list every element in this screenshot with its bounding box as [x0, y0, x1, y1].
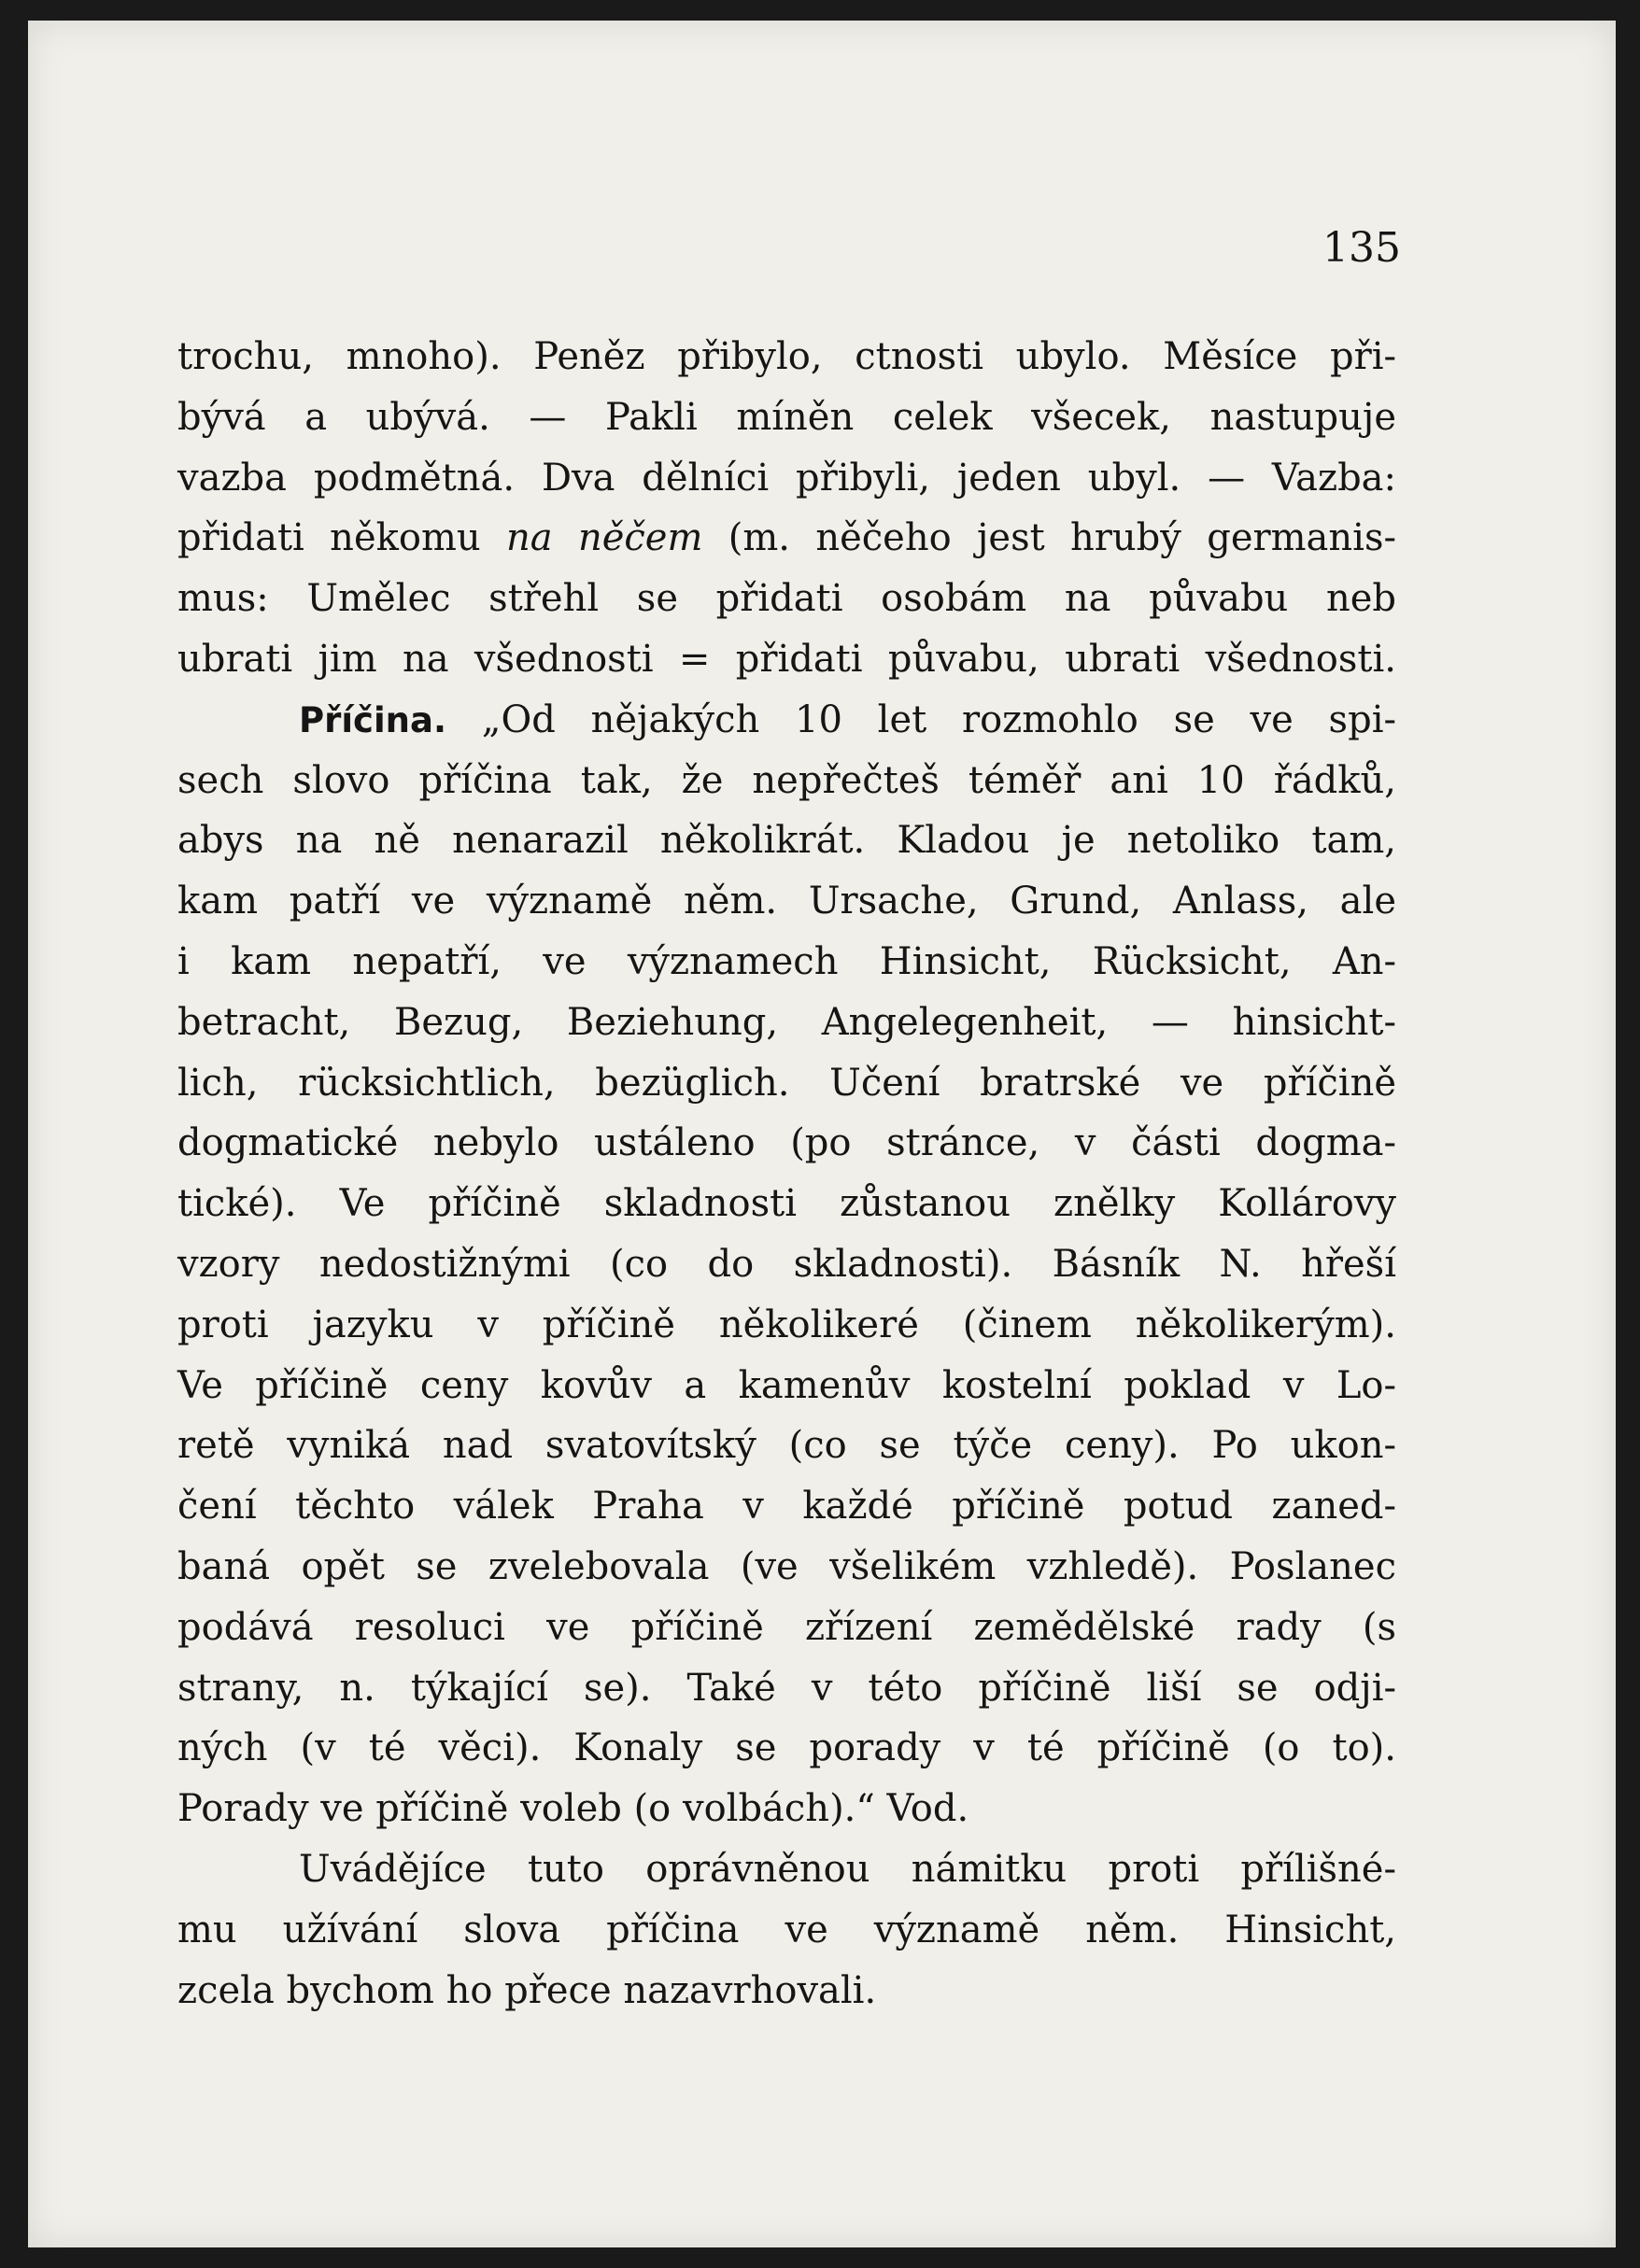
- text-line: sech slovo příčina tak, že nepřečteš téměř ani 10 řádků,: [177, 758, 1396, 802]
- text-line: čení těchto válek Praha v každé příčině potud zaned-: [177, 1485, 1396, 1528]
- text-segment: „Od nějakých 10 let rozmohlo se ve spi-: [446, 697, 1396, 741]
- text-line: tické). Ve příčině skladnosti zůstanou znělky Kollárovy: [177, 1182, 1396, 1226]
- text-line: mu užívání slova příčina ve významě něm. Hinsicht,: [177, 1908, 1396, 1951]
- text-line: bývá a ubývá. — Pakli míněn celek všecek, nastupuje: [177, 395, 1396, 439]
- book-page: [28, 21, 1616, 2247]
- text-line: [177, 508, 1396, 569]
- italic-phrase: na něčem: [505, 516, 703, 560]
- text-line: Uvádějíce tuto oprávněnou námitku proti přílišné-: [299, 1847, 1396, 1891]
- text-line: ubrati jim na všednosti = přidati půvabu, ubrati všednosti.: [177, 637, 1396, 681]
- text-line: betracht, Bezug, Beziehung, Angelegenheit, — hinsicht-: [177, 1000, 1396, 1044]
- text-line: zcela bychom ho přece nazavrhovali.: [177, 1968, 877, 2012]
- text-line: Ve příčině ceny kovův a kamenův kostelní poklad v Lo-: [177, 1363, 1396, 1407]
- text-line: mus: Umělec střehl se přidati osobám na půvabu neb: [177, 577, 1396, 621]
- text-segment: (m. něčeho jest hrubý germanis-: [702, 516, 1396, 560]
- page-number: 135: [1322, 224, 1401, 272]
- text-line: vazba podmětná. Dva dělníci přibyli, jeden ubyl. — Vazba:: [177, 456, 1396, 500]
- text-line: i kam nepatří, ve významech Hinsicht, Rücksicht, An-: [177, 939, 1396, 983]
- text-line: proti jazyku v příčině několikeré (činem několikerým).: [177, 1303, 1396, 1346]
- text-line: baná opět se zvelebovala (ve všelikém vzhledě). Poslanec: [177, 1544, 1396, 1588]
- text-line: kam patří ve významě něm. Ursache, Grund, Anlass, ale: [177, 880, 1396, 923]
- text-segment: přidati někomu: [177, 516, 506, 560]
- text-line: retě vyniká nad svatovítský (co se týče ceny). Po ukon-: [177, 1424, 1396, 1468]
- text-line: abys na ně nenarazil několikrát. Kladou je netoliko tam,: [177, 819, 1396, 863]
- text-line: ných (v té věci). Konaly se porady v té příčině (o to).: [177, 1726, 1396, 1770]
- text-line: lich, rücksichtlich, bezüglich. Učení bratrské ve příčině: [177, 1061, 1396, 1105]
- text-line: podává resoluci ve příčině zřízení zemědělské rady (s: [177, 1605, 1396, 1649]
- text-line: vzory nedostižnými (co do skladnosti). Básník N. hřeší: [177, 1242, 1396, 1286]
- text-line: [177, 690, 1396, 751]
- body-text: [177, 327, 1396, 2021]
- entry-heading: Příčina.: [299, 699, 447, 740]
- text-line: Porady ve příčině voleb (o volbách).“ Vod.: [177, 1787, 969, 1831]
- text-line: strany, n. týkající se). Také v této příčině liší se odji-: [177, 1666, 1396, 1710]
- text-line: trochu, mnoho). Peněz přibylo, ctnosti ubylo. Měsíce při-: [177, 335, 1396, 378]
- text-line: dogmatické nebylo ustáleno (po stránce, v části dogma-: [177, 1121, 1396, 1165]
